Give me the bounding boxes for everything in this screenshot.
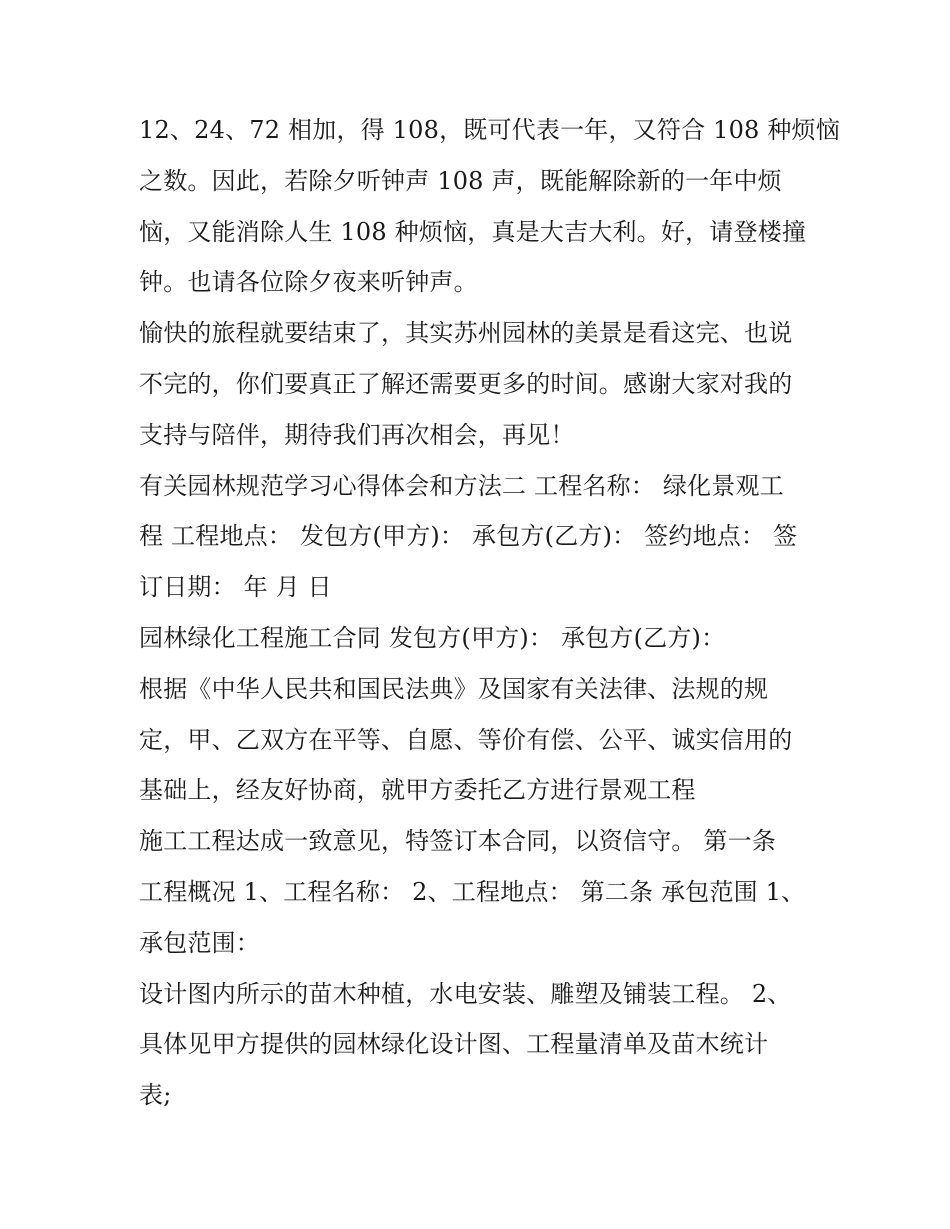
text-line: 支持与陪伴，期待我们再次相会，再见！ xyxy=(139,420,575,449)
text-line: 钟。也请各位除夕夜来听钟声。 xyxy=(139,268,478,297)
text-line: 恼，又能消除人生 108 种烦恼，真是大吉大利。好，请登楼撞 xyxy=(139,217,807,246)
text-line: 园林绿化工程施工合同 发包方(甲方)： 承包方(乙方)： xyxy=(139,623,726,652)
text-line: 不完的，你们要真正了解还需要更多的时间。感谢大家对我的 xyxy=(139,369,793,398)
text-line: 承包范围： xyxy=(139,928,260,957)
text-line: 程 工程地点： 发包方(甲方)： 承包方(乙方)： 签约地点： 签 xyxy=(139,522,798,551)
text-line: 具体见甲方提供的园林绿化设计图、工程量清单及苗木统计 xyxy=(139,1030,769,1059)
text-line: 之数。因此，若除夕听钟声 108 声，既能解除新的一年中烦 xyxy=(139,166,782,195)
text-line: 订日期： 年 月 日 xyxy=(139,573,332,602)
text-line: 设计图内所示的苗木种植，水电安装、雕塑及铺装工程。 2、 xyxy=(139,979,792,1008)
text-line: 定，甲、乙双方在平等、自愿、等价有偿、公平、诚实信用的 xyxy=(139,725,793,754)
text-line: 12、24、72 相加，得 108，既可代表一年，又符合 108 种烦恼 xyxy=(139,116,840,144)
text-line: 有关园林规范学习心得体会和方法二 工程名称： 绿化景观工 xyxy=(139,471,784,500)
text-line: 根据《中华人民共和国民法典》及国家有关法律、法规的规 xyxy=(139,674,769,703)
document-body xyxy=(139,105,840,1121)
text-line: 愉快的旅程就要结束了，其实苏州园林的美景是看这完、也说 xyxy=(139,319,793,348)
text-line: 工程概况 1、工程名称： 2、工程地点： 第二条 承包范围 1、 xyxy=(139,877,806,906)
text-line: 表; xyxy=(139,1081,172,1110)
text-line: 施工工程达成一致意见，特签订本合同，以资信守。 第一条 xyxy=(139,827,777,856)
text-line: 基础上，经友好协商，就甲方委托乙方进行景观工程 xyxy=(139,776,696,805)
